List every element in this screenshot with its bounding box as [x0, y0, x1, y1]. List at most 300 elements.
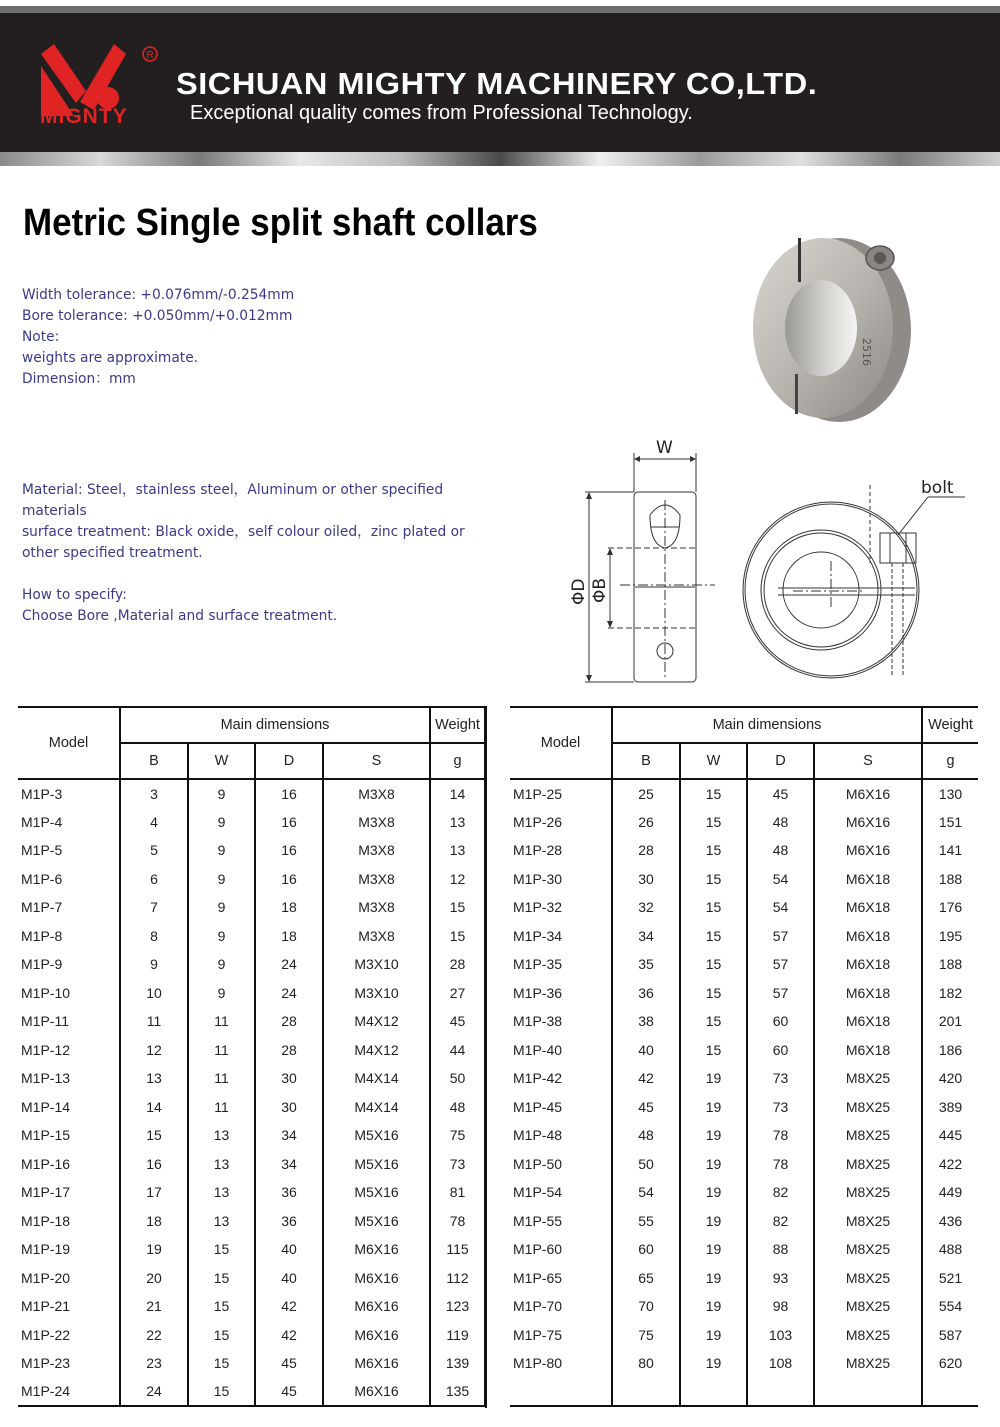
cell-bore-b: 18: [120, 1207, 188, 1236]
table-row: [18, 1064, 485, 1093]
dimension-w-label: W: [656, 438, 673, 458]
cell-bore-b: 36: [612, 979, 680, 1008]
cell-diameter-d: 18: [255, 922, 323, 951]
table-row: [510, 779, 978, 808]
column-header-main-dimensions: Main dimensions: [120, 707, 430, 743]
table-row: [510, 1378, 978, 1407]
cell-weight-g: 620: [922, 1349, 978, 1378]
cell-width-w: 9: [188, 865, 255, 894]
cell-screw-s: M6X16: [323, 1349, 430, 1378]
cell-screw-s: M3X10: [323, 950, 430, 979]
table-row: [510, 808, 978, 837]
cell-weight-g: 45: [430, 1007, 485, 1036]
material-line: materials: [22, 503, 87, 519]
cell-screw-s: [814, 1378, 922, 1407]
cell-diameter-d: 57: [747, 979, 814, 1008]
cell-screw-s: M4X12: [323, 1036, 430, 1065]
cell-width-w: 13: [188, 1178, 255, 1207]
cell-screw-s: M6X18: [814, 893, 922, 922]
cell-bore-b: 70: [612, 1292, 680, 1321]
table-row: [510, 1178, 978, 1207]
cell-width-w: 15: [188, 1349, 255, 1378]
cell-width-w: 15: [680, 836, 747, 865]
company-name: SICHUAN MIGHTY MACHINERY CO,LTD.: [176, 66, 818, 101]
cell-diameter-d: 78: [747, 1121, 814, 1150]
cell-width-w: 9: [188, 979, 255, 1008]
cell-diameter-d: 36: [255, 1178, 323, 1207]
cell-bore-b: 23: [120, 1349, 188, 1378]
cell-bore-b: 55: [612, 1207, 680, 1236]
cell-model: M1P-75: [510, 1321, 612, 1350]
dimension-d-label: ΦD: [569, 578, 589, 605]
cell-width-w: 9: [188, 808, 255, 837]
table-row: [510, 1292, 978, 1321]
cell-bore-b: 38: [612, 1007, 680, 1036]
cell-width-w: 13: [188, 1207, 255, 1236]
table-row: [18, 1264, 485, 1293]
cell-diameter-d: 34: [255, 1150, 323, 1179]
cell-weight-g: 151: [922, 808, 978, 837]
cell-width-w: 19: [680, 1349, 747, 1378]
cell-screw-s: M6X16: [323, 1292, 430, 1321]
table-row: [18, 865, 485, 894]
cell-screw-s: M8X25: [814, 1292, 922, 1321]
cell-model: M1P-54: [510, 1178, 612, 1207]
cell-bore-b: 11: [120, 1007, 188, 1036]
cell-weight-g: 28: [430, 950, 485, 979]
column-header-d: D: [255, 743, 323, 779]
cell-bore-b: 22: [120, 1321, 188, 1350]
cell-model: M1P-3: [18, 779, 120, 808]
table-row: [510, 979, 978, 1008]
cell-weight-g: 75: [430, 1121, 485, 1150]
svg-text:R: R: [146, 50, 154, 61]
cell-screw-s: M5X16: [323, 1207, 430, 1236]
cell-model: M1P-13: [18, 1064, 120, 1093]
cell-model: M1P-45: [510, 1093, 612, 1122]
table-row: [18, 979, 485, 1008]
cell-screw-s: M6X16: [814, 836, 922, 865]
table-row: [18, 1150, 485, 1179]
cell-width-w: 19: [680, 1150, 747, 1179]
cell-bore-b: 21: [120, 1292, 188, 1321]
cell-diameter-d: 30: [255, 1093, 323, 1122]
note-label: Note:: [22, 329, 60, 345]
cell-bore-b: 45: [612, 1093, 680, 1122]
cell-model: M1P-26: [510, 808, 612, 837]
cell-screw-s: M8X25: [814, 1235, 922, 1264]
cell-weight-g: 130: [922, 779, 978, 808]
cell-diameter-d: 103: [747, 1321, 814, 1350]
cell-width-w: 19: [680, 1178, 747, 1207]
cell-width-w: 15: [188, 1235, 255, 1264]
cell-bore-b: 13: [120, 1064, 188, 1093]
cell-model: M1P-42: [510, 1064, 612, 1093]
cell-diameter-d: 40: [255, 1235, 323, 1264]
cell-model: M1P-55: [510, 1207, 612, 1236]
cell-width-w: 9: [188, 950, 255, 979]
cell-model: M1P-80: [510, 1349, 612, 1378]
cell-diameter-d: 73: [747, 1093, 814, 1122]
cell-diameter-d: 88: [747, 1235, 814, 1264]
table-row: [510, 950, 978, 979]
cell-width-w: 19: [680, 1264, 747, 1293]
table-row: [18, 1036, 485, 1065]
cell-diameter-d: 16: [255, 865, 323, 894]
cell-bore-b: 26: [612, 808, 680, 837]
cell-screw-s: M8X25: [814, 1178, 922, 1207]
cell-width-w: 9: [188, 836, 255, 865]
cell-model: M1P-32: [510, 893, 612, 922]
cell-bore-b: 8: [120, 922, 188, 951]
cell-screw-s: M6X18: [814, 865, 922, 894]
cell-diameter-d: 48: [747, 808, 814, 837]
cell-diameter-d: 40: [255, 1264, 323, 1293]
cell-weight-g: 188: [922, 950, 978, 979]
cell-screw-s: M3X8: [323, 808, 430, 837]
cell-diameter-d: 42: [255, 1292, 323, 1321]
cell-model: M1P-24: [18, 1378, 120, 1407]
tolerance-notes: [22, 285, 294, 390]
cell-diameter-d: 73: [747, 1064, 814, 1093]
column-header-model: Model: [18, 707, 120, 779]
cell-weight-g: 48: [430, 1093, 485, 1122]
cell-model: M1P-5: [18, 836, 120, 865]
cell-weight-g: 587: [922, 1321, 978, 1350]
table-row: [510, 1349, 978, 1378]
cell-model: M1P-40: [510, 1036, 612, 1065]
spec-table-right: [510, 706, 978, 1407]
table-row: [18, 1207, 485, 1236]
cell-weight-g: 139: [430, 1349, 485, 1378]
cell-weight-g: 50: [430, 1064, 485, 1093]
table-row: [18, 1378, 485, 1407]
cell-width-w: 15: [188, 1321, 255, 1350]
cell-bore-b: 40: [612, 1036, 680, 1065]
banner-divider: [0, 152, 1000, 166]
cell-bore-b: 19: [120, 1235, 188, 1264]
cell-weight-g: 488: [922, 1235, 978, 1264]
cell-screw-s: M6X16: [323, 1378, 430, 1407]
cell-screw-s: M5X16: [323, 1150, 430, 1179]
cell-width-w: 15: [680, 779, 747, 808]
cell-screw-s: M6X16: [323, 1235, 430, 1264]
cell-bore-b: [612, 1378, 680, 1407]
material-notes: [22, 480, 465, 627]
dimension-unit: Dimension：mm: [22, 371, 136, 387]
cell-model: M1P-15: [18, 1121, 120, 1150]
cell-model: M1P-11: [18, 1007, 120, 1036]
cell-model: M1P-9: [18, 950, 120, 979]
cell-diameter-d: 30: [255, 1064, 323, 1093]
table-row: [18, 1321, 485, 1350]
cell-width-w: 15: [188, 1264, 255, 1293]
cell-width-w: 19: [680, 1207, 747, 1236]
cell-model: M1P-23: [18, 1349, 120, 1378]
cell-model: M1P-20: [18, 1264, 120, 1293]
table-row: [18, 836, 485, 865]
cell-bore-b: 16: [120, 1150, 188, 1179]
cell-diameter-d: 18: [255, 893, 323, 922]
svg-text:2516: 2516: [860, 338, 873, 366]
cell-width-w: 19: [680, 1292, 747, 1321]
cell-bore-b: 9: [120, 950, 188, 979]
cell-bore-b: 12: [120, 1036, 188, 1065]
cell-diameter-d: 82: [747, 1178, 814, 1207]
material-line: Material: Steel，stainless steel，Aluminum or other specified: [22, 482, 444, 498]
table-row: [510, 836, 978, 865]
cell-bore-b: 7: [120, 893, 188, 922]
cell-width-w: [680, 1378, 747, 1407]
cell-width-w: 19: [680, 1121, 747, 1150]
cell-weight-g: 420: [922, 1064, 978, 1093]
cell-weight-g: 389: [922, 1093, 978, 1122]
cell-model: [510, 1378, 612, 1407]
cell-weight-g: 554: [922, 1292, 978, 1321]
cell-width-w: 15: [680, 950, 747, 979]
cell-screw-s: M3X8: [323, 893, 430, 922]
table-row: [510, 1321, 978, 1350]
cell-diameter-d: 42: [255, 1321, 323, 1350]
cell-weight-g: 176: [922, 893, 978, 922]
cell-weight-g: 81: [430, 1178, 485, 1207]
cell-width-w: 9: [188, 779, 255, 808]
cell-weight-g: 195: [922, 922, 978, 951]
cell-bore-b: 20: [120, 1264, 188, 1293]
cell-weight-g: 12: [430, 865, 485, 894]
cell-width-w: 15: [680, 1036, 747, 1065]
cell-width-w: 15: [680, 979, 747, 1008]
cell-width-w: 11: [188, 1036, 255, 1065]
note-text: weights are approximate.: [22, 350, 199, 366]
cell-bore-b: 30: [612, 865, 680, 894]
cell-diameter-d: 60: [747, 1036, 814, 1065]
how-to-specify-text: Choose Bore ,Material and surface treatment.: [22, 608, 338, 624]
cell-weight-g: 73: [430, 1150, 485, 1179]
cell-model: M1P-35: [510, 950, 612, 979]
cell-screw-s: M3X8: [323, 922, 430, 951]
cell-weight-g: 445: [922, 1121, 978, 1150]
cell-bore-b: 17: [120, 1178, 188, 1207]
cell-bore-b: 32: [612, 893, 680, 922]
cell-bore-b: 48: [612, 1121, 680, 1150]
cell-diameter-d: 16: [255, 808, 323, 837]
cell-diameter-d: 28: [255, 1007, 323, 1036]
cell-bore-b: 75: [612, 1321, 680, 1350]
cell-bore-b: 54: [612, 1178, 680, 1207]
cell-weight-g: 13: [430, 808, 485, 837]
cell-width-w: 11: [188, 1093, 255, 1122]
cell-width-w: 11: [188, 1007, 255, 1036]
column-header-model: Model: [510, 707, 612, 779]
cell-diameter-d: 57: [747, 950, 814, 979]
cell-width-w: 15: [680, 865, 747, 894]
column-header-weight-unit: g: [922, 743, 978, 779]
surface-line: other specified treatment.: [22, 545, 203, 561]
cell-bore-b: 6: [120, 865, 188, 894]
cell-width-w: 13: [188, 1150, 255, 1179]
cell-screw-s: M6X18: [814, 979, 922, 1008]
cell-width-w: 15: [680, 893, 747, 922]
cell-screw-s: M6X18: [814, 922, 922, 951]
table-row: [18, 1349, 485, 1378]
shaft-collar-photo: [735, 228, 915, 428]
table-row: [18, 922, 485, 951]
cell-screw-s: M6X16: [814, 808, 922, 837]
cell-screw-s: M8X25: [814, 1349, 922, 1378]
cell-bore-b: 80: [612, 1349, 680, 1378]
table-row: [510, 1235, 978, 1264]
cell-diameter-d: [747, 1378, 814, 1407]
cell-diameter-d: 108: [747, 1349, 814, 1378]
cell-model: M1P-65: [510, 1264, 612, 1293]
bolt-label: bolt: [921, 478, 954, 498]
cell-diameter-d: 60: [747, 1007, 814, 1036]
cell-bore-b: 25: [612, 779, 680, 808]
cell-bore-b: 10: [120, 979, 188, 1008]
cell-model: M1P-21: [18, 1292, 120, 1321]
technical-drawing: [565, 435, 985, 690]
cell-screw-s: M3X8: [323, 779, 430, 808]
cell-bore-b: 60: [612, 1235, 680, 1264]
cell-diameter-d: 45: [255, 1378, 323, 1407]
cell-width-w: 9: [188, 893, 255, 922]
cell-model: M1P-6: [18, 865, 120, 894]
cell-bore-b: 42: [612, 1064, 680, 1093]
cell-screw-s: M6X18: [814, 950, 922, 979]
cell-screw-s: M4X14: [323, 1093, 430, 1122]
cell-weight-g: 119: [430, 1321, 485, 1350]
cell-weight-g: 27: [430, 979, 485, 1008]
cell-model: M1P-4: [18, 808, 120, 837]
cell-model: M1P-25: [510, 779, 612, 808]
cell-diameter-d: 82: [747, 1207, 814, 1236]
column-header-main-dimensions: Main dimensions: [612, 707, 922, 743]
cell-screw-s: M8X25: [814, 1093, 922, 1122]
cell-screw-s: M5X16: [323, 1178, 430, 1207]
cell-weight-g: 15: [430, 893, 485, 922]
cell-model: M1P-12: [18, 1036, 120, 1065]
cell-model: M1P-7: [18, 893, 120, 922]
cell-weight-g: 188: [922, 865, 978, 894]
cell-screw-s: M6X16: [323, 1264, 430, 1293]
dimension-b-label: ΦB: [590, 577, 610, 603]
table-row: [18, 893, 485, 922]
cell-diameter-d: 93: [747, 1264, 814, 1293]
cell-model: M1P-60: [510, 1235, 612, 1264]
table-row: [18, 779, 485, 808]
cell-diameter-d: 54: [747, 893, 814, 922]
cell-model: M1P-19: [18, 1235, 120, 1264]
cell-model: M1P-18: [18, 1207, 120, 1236]
column-header-weight: Weight: [430, 707, 485, 743]
cell-weight-g: 13: [430, 836, 485, 865]
cell-weight-g: 15: [430, 922, 485, 951]
cell-diameter-d: 57: [747, 922, 814, 951]
cell-screw-s: M4X12: [323, 1007, 430, 1036]
cell-model: M1P-30: [510, 865, 612, 894]
cell-screw-s: M8X25: [814, 1264, 922, 1293]
column-header-b: B: [612, 743, 680, 779]
cell-model: M1P-22: [18, 1321, 120, 1350]
cell-bore-b: 15: [120, 1121, 188, 1150]
cell-diameter-d: 54: [747, 865, 814, 894]
cell-model: M1P-28: [510, 836, 612, 865]
cell-weight-g: 135: [430, 1378, 485, 1407]
cell-diameter-d: 45: [255, 1349, 323, 1378]
column-header-s: S: [814, 743, 922, 779]
cell-diameter-d: 36: [255, 1207, 323, 1236]
spec-table-left: [18, 706, 486, 1407]
table-row: [510, 1007, 978, 1036]
cell-bore-b: 28: [612, 836, 680, 865]
cell-weight-g: 14: [430, 779, 485, 808]
cell-diameter-d: 45: [747, 779, 814, 808]
column-header-w: W: [680, 743, 747, 779]
cell-screw-s: M8X25: [814, 1321, 922, 1350]
cell-weight-g: 141: [922, 836, 978, 865]
column-header-w: W: [188, 743, 255, 779]
cell-bore-b: 65: [612, 1264, 680, 1293]
table-row: [18, 1178, 485, 1207]
column-header-b: B: [120, 743, 188, 779]
table-row: [510, 1264, 978, 1293]
cell-screw-s: M8X25: [814, 1207, 922, 1236]
table-row: [510, 1064, 978, 1093]
cell-bore-b: 5: [120, 836, 188, 865]
cell-width-w: 11: [188, 1064, 255, 1093]
table-row: [510, 865, 978, 894]
table-row: [18, 1007, 485, 1036]
cell-weight-g: 201: [922, 1007, 978, 1036]
cell-width-w: 15: [188, 1292, 255, 1321]
cell-model: M1P-17: [18, 1178, 120, 1207]
table-row: [18, 1093, 485, 1122]
cell-bore-b: 14: [120, 1093, 188, 1122]
cell-screw-s: M3X8: [323, 836, 430, 865]
cell-bore-b: 24: [120, 1378, 188, 1407]
cell-screw-s: M3X8: [323, 865, 430, 894]
cell-screw-s: M5X16: [323, 1121, 430, 1150]
cell-model: M1P-50: [510, 1150, 612, 1179]
cell-screw-s: M6X16: [814, 779, 922, 808]
table-row: [510, 1207, 978, 1236]
table-row: [510, 893, 978, 922]
cell-weight-g: 112: [430, 1264, 485, 1293]
cell-model: M1P-36: [510, 979, 612, 1008]
cell-screw-s: M4X14: [323, 1064, 430, 1093]
column-header-weight: Weight: [922, 707, 978, 743]
column-header-weight-unit: g: [430, 743, 485, 779]
cell-width-w: 19: [680, 1235, 747, 1264]
cell-diameter-d: 34: [255, 1121, 323, 1150]
table-row: [510, 1150, 978, 1179]
table-row: [510, 922, 978, 951]
table-row: [18, 950, 485, 979]
cell-model: M1P-48: [510, 1121, 612, 1150]
table-row: [18, 1235, 485, 1264]
table-row: [18, 1292, 485, 1321]
cell-diameter-d: 28: [255, 1036, 323, 1065]
cell-width-w: 15: [188, 1378, 255, 1407]
cell-bore-b: 34: [612, 922, 680, 951]
cell-weight-g: 182: [922, 979, 978, 1008]
cell-screw-s: M8X25: [814, 1150, 922, 1179]
surface-line: surface treatment: Black oxide，self colour oiled，zinc plated or: [22, 524, 465, 540]
column-header-s: S: [323, 743, 430, 779]
cell-bore-b: 4: [120, 808, 188, 837]
cell-model: M1P-14: [18, 1093, 120, 1122]
